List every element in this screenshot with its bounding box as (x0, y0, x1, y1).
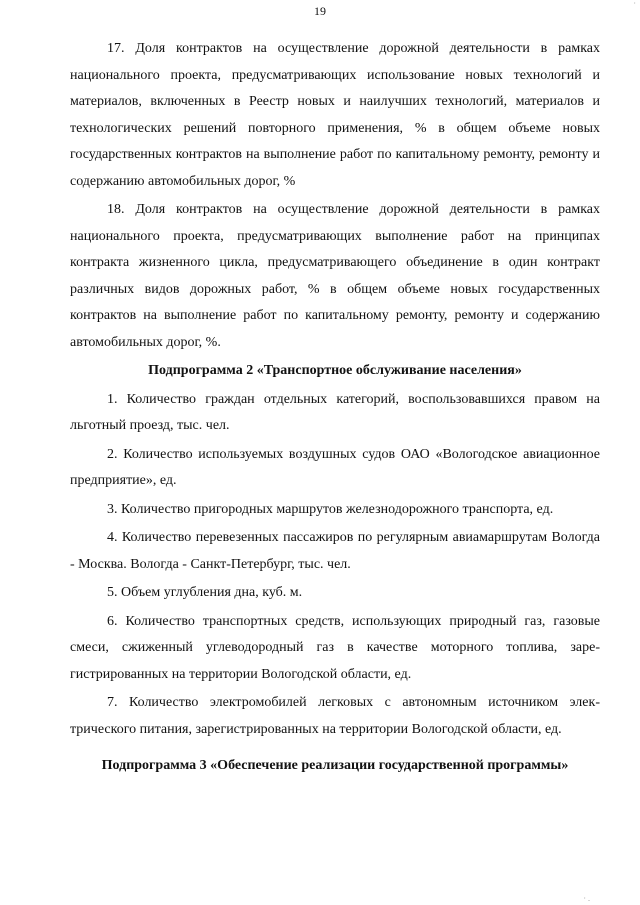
heading-subprogram-3: Подпрограмма 3 «Обеспечение реализации государственной программы» (101, 758, 569, 773)
paragraph-6: 6. Количество транспортных средств, использующих природный газ, газовые смеси, сжиженный углеводородный газ в качестве моторного топлива, зарегистрированных на территории Вологодской области, ед. (70, 613, 600, 682)
scan-mark: · (633, 0, 636, 8)
paragraph-3: 3. Количество пригородных маршрутов железнодорожного транспорта, ед. (107, 501, 554, 517)
paragraph-17: 17. Доля контрактов на осуществление дорожной деятельности в рамках национального проекта, предусматривающих использование новых технологий и материалов, включенных в Реестр новых и наилучших технологий, материалов и технологических решений повторного применения, % в общем объеме новых государственных контрактов на выполнение работ по капитальному ремонту, ремонту и содержанию автомобильных дорог, % (70, 41, 600, 189)
paragraph-1: 1. Количество граждан отдельных категорий, воспользовавшихся правом на льготный проезд, тыс. чел. (70, 391, 600, 433)
paragraph-18: 18. Доля контрактов на осуществление дорожной деятельности в рамках национального проекта, предусматривающих выполнение работ на принципах контракта жизненного цикла, предусматривающего объединение в один контракт различных видов дорожных работ, % в общем объеме новых государственных контрактов на выполнение работ по капитальному ремонту, ремонту и содержанию автомобильных дорог, %. (70, 202, 600, 350)
document-body (70, 36, 600, 785)
scan-mark: · . (583, 894, 590, 903)
paragraph-4: 4. Количество перевезенных пассажиров по регулярным авиамаршрутам Вологда - Москва. Вологда - Санкт-Петербург, тыс. чел. (70, 530, 600, 572)
paragraph-7: 7. Количество электромобилей легковых с автономным источником электрического питания, зарегистрированных на территории Вологодской области, ед. (70, 695, 600, 737)
paragraph-2: 2. Количество используемых воздушных судов ОАО «Вологодское авиационное предприятие», ед. (70, 446, 600, 488)
heading-subprogram-2: Подпрограмма 2 «Транспортное обслуживание населения» (148, 363, 522, 378)
paragraph-5: 5. Объем углубления дна, куб. м. (107, 585, 303, 600)
page-number: 19 (314, 4, 326, 18)
